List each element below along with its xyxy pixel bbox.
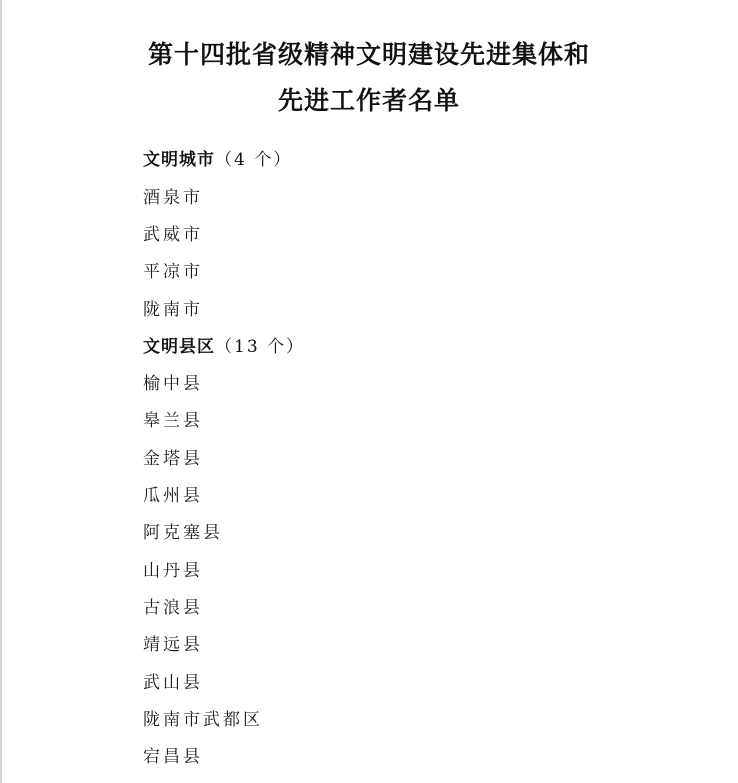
section-heading-label: 文明城市	[143, 150, 215, 170]
list-item: 酒泉市	[143, 188, 203, 208]
section-heading-label: 文明县区	[143, 337, 215, 357]
list-item: 陇南市武都区	[143, 710, 263, 730]
list-item: 瓜州县	[143, 486, 203, 506]
list-item: 古浪县	[143, 598, 203, 618]
section-heading-civilized-counties	[143, 334, 305, 360]
list-item: 靖远县	[143, 635, 203, 655]
document-title-line-1: 第十四批省级精神文明建设先进集体和	[147, 40, 590, 69]
list-item: 平凉市	[143, 262, 203, 282]
section-heading-civilized-cities	[143, 147, 292, 173]
list-item: 金塔县	[143, 449, 203, 469]
list-item: 阿克塞县	[143, 523, 223, 543]
list-item: 山丹县	[143, 561, 203, 581]
list-item: 皋兰县	[143, 411, 203, 431]
list-item: 武威市	[143, 225, 203, 245]
list-item: 宕昌县	[143, 747, 203, 767]
document-title-line-2: 先进工作者名单	[277, 86, 460, 115]
section-heading-count: （13 个）	[215, 337, 306, 357]
section-heading-count: （4 个）	[215, 150, 293, 170]
list-item: 武山县	[143, 673, 203, 693]
page-edge-divider	[0, 0, 2, 783]
list-item: 榆中县	[143, 374, 203, 394]
list-item: 陇南市	[143, 300, 203, 320]
